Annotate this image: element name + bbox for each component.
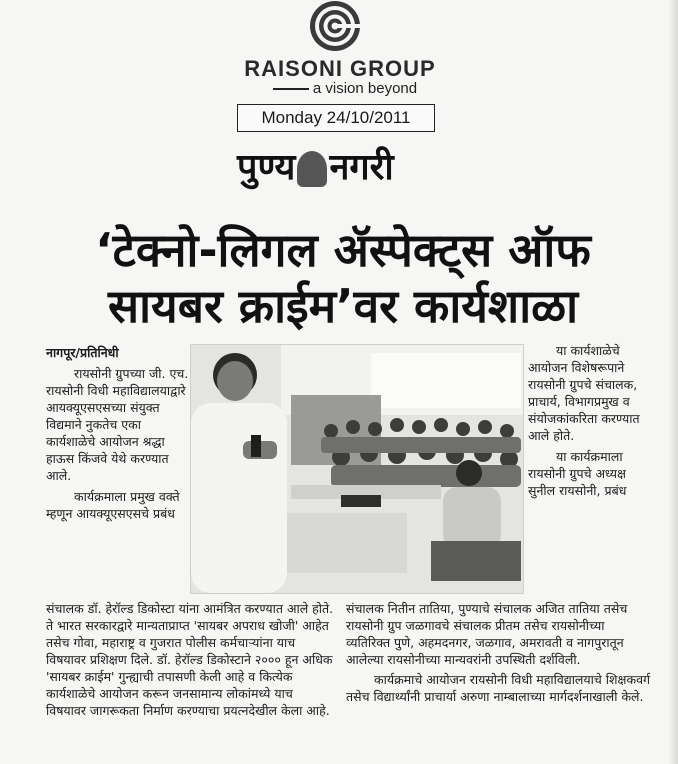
newspaper-masthead xyxy=(237,146,437,190)
tagline xyxy=(225,80,465,97)
workshop-photo xyxy=(190,344,524,594)
headline-line-1: ‘टेक्नो-लिगल ॲस्पेक्ट्स ऑफ xyxy=(95,223,591,277)
group-name: RAISONI GROUP xyxy=(244,56,436,81)
spiral-logo-icon xyxy=(306,0,364,52)
tagline-text: a vision beyond xyxy=(312,80,418,97)
bottom-left-paragraph: संचालक डॉ. हेरॉल्ड डिकोस्टा यांना आमंत्रित करण्यात आले होते. ते भारत सरकारद्वारे मान्यताप्राप्त 'सायबर अपराध खोजी' आहेत तसेच गोवा, महाराष्ट्र व गुजरात पोलीस कर्मचाऱ्यांना याच विषयावर प्रशिक्षण दिले. डॉ. हेरॉल्ड डिकोस्टाने २००० हून अधिक 'सायबर क्राईम' गुन्ह्याची तपासणी केली आहे व कित्येक कार्यशाळेचे आयोजन करून जनसामान्य लोकांमध्ये याच विषयावर जागरूकता निर्माण करण्याचा प्रयत्नदेखील केला आहे. xyxy=(46,601,334,718)
masthead-right: नगरी xyxy=(329,147,394,188)
headline-line-2: सायबर क्राईम’वर कार्यशाळा xyxy=(108,279,578,333)
dateline: नागपूर/प्रतिनिधी xyxy=(46,345,119,360)
left-paragraph-2: कार्यक्रमाला प्रमुख वक्ते म्हणून आयक्यूएसएसचे प्रबंध xyxy=(46,489,180,521)
article-bottom-right xyxy=(346,600,652,708)
bottom-right-paragraph-2: कार्यक्रमाचे आयोजन रायसोनी विधी महाविद्यालयाचे शिक्षकवर्ग तसेच विद्यार्थ्यांनी प्राचार्या अरुणा नाम्बालाच्या मार्गदर्शनाखाली केले. xyxy=(346,672,651,704)
left-paragraph-1: रायसोनी ग्रुपच्या जी. एच. रायसोनी विधी महाविद्यालयाद्वारे आयक्यूएसएसच्या संयुक्त विद्यमाने नुकतेच एका कार्यशाळेचे आयोजन श्रद्धा हाऊस किंजवे येथे करण्यात आले. xyxy=(46,366,189,483)
ganesha-idol-icon xyxy=(297,151,327,187)
scan-edge-shadow xyxy=(668,0,678,764)
tagline-dash xyxy=(273,88,309,90)
bottom-right-paragraph-1: संचालक नितीन तातिया, पुण्याचे संचालक अजित तातिया तसेच रायसोनी ग्रुप जळगावचे संचालक प्रीतम तसेच रायसोनीच्या व्यतिरिक्त पुणे, अहमदनगर, जळगाव, अमरावती व नागपुरातून आलेल्या रायसोनीच्या मान्यवरांनी उपस्थिती दर्शविली. xyxy=(346,601,628,667)
right-paragraph-2: या कार्यक्रमाला रायसोनी ग्रुपचे अध्यक्ष सुनील रायसोनी, प्रबंध xyxy=(528,449,627,498)
right-paragraph-1: या कार्यशाळेचे आयोजन विशेषरूपाने रायसोनी ग्रुपचे संचालक, प्राचार्य, विभागप्रमुख व संयोजकांकरिता करण्यात आले होते. xyxy=(528,343,640,443)
masthead-left: पुण्य xyxy=(237,147,296,188)
article-bottom-left xyxy=(46,600,336,722)
article-right-column xyxy=(528,342,648,503)
article-left-column xyxy=(46,344,192,526)
publication-date: Monday 24/10/2011 xyxy=(237,104,435,132)
